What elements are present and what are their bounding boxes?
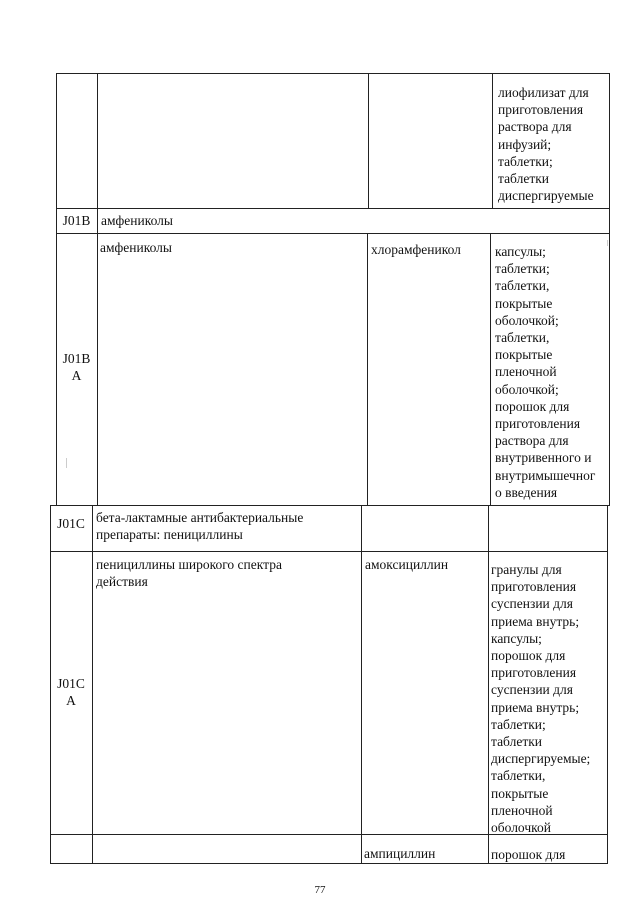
group-name-cell: пенициллины широкого спектра действия	[96, 557, 282, 590]
scan-artifact	[66, 458, 67, 468]
substance-cell: хлорамфеникол	[371, 242, 461, 257]
column-divider	[97, 73, 98, 505]
row-divider	[50, 505, 610, 506]
dosage-form-cell: гранулы для приготовления суспензии для приема внутрь; капсулы; порошок для приготовления суспензии для приема внутрь; таблетки; таблетки диспергируемые; таблетки, покрытые пленочной оболочкой	[491, 562, 591, 836]
column-divider	[368, 73, 369, 208]
substance-cell: ампициллин	[364, 846, 436, 861]
group-name-cell: бета-лактамные антибактериальные препараты: пенициллины	[96, 510, 304, 543]
group-name-cell: амфениколы	[101, 213, 173, 228]
row-divider	[56, 208, 610, 209]
table-right-border	[607, 505, 608, 863]
atc-code-cell: J01B A	[62, 351, 91, 384]
row-divider	[50, 551, 608, 552]
atc-code-cell: J01C A	[57, 676, 85, 709]
table-top-border	[56, 73, 610, 74]
group-name-cell: амфениколы	[100, 240, 172, 255]
substance-cell: амоксициллин	[365, 557, 449, 572]
table-right-border	[609, 73, 610, 505]
atc-code-cell: J01C	[57, 516, 85, 531]
column-divider	[92, 505, 93, 863]
column-divider	[488, 505, 489, 863]
row-divider	[56, 233, 610, 234]
dosage-form-cell: капсулы; таблетки; таблетки, покрытые оболочкой; таблетки, покрытые пленочной оболочкой; порошок для приготовления раствора для внутривенного и внутримышечног о введения	[495, 244, 596, 500]
atc-code-cell: J01B	[62, 213, 91, 228]
dosage-form-cell: лиофилизат для приготовления раствора для инфузий; таблетки; таблетки диспергируемые	[498, 85, 594, 204]
column-divider	[367, 233, 368, 505]
column-divider	[490, 233, 491, 505]
table-left-border	[56, 73, 57, 505]
column-divider	[361, 505, 362, 863]
column-divider	[492, 73, 493, 208]
page-number: 77	[314, 884, 326, 896]
dosage-form-cell: порошок для	[491, 847, 566, 862]
